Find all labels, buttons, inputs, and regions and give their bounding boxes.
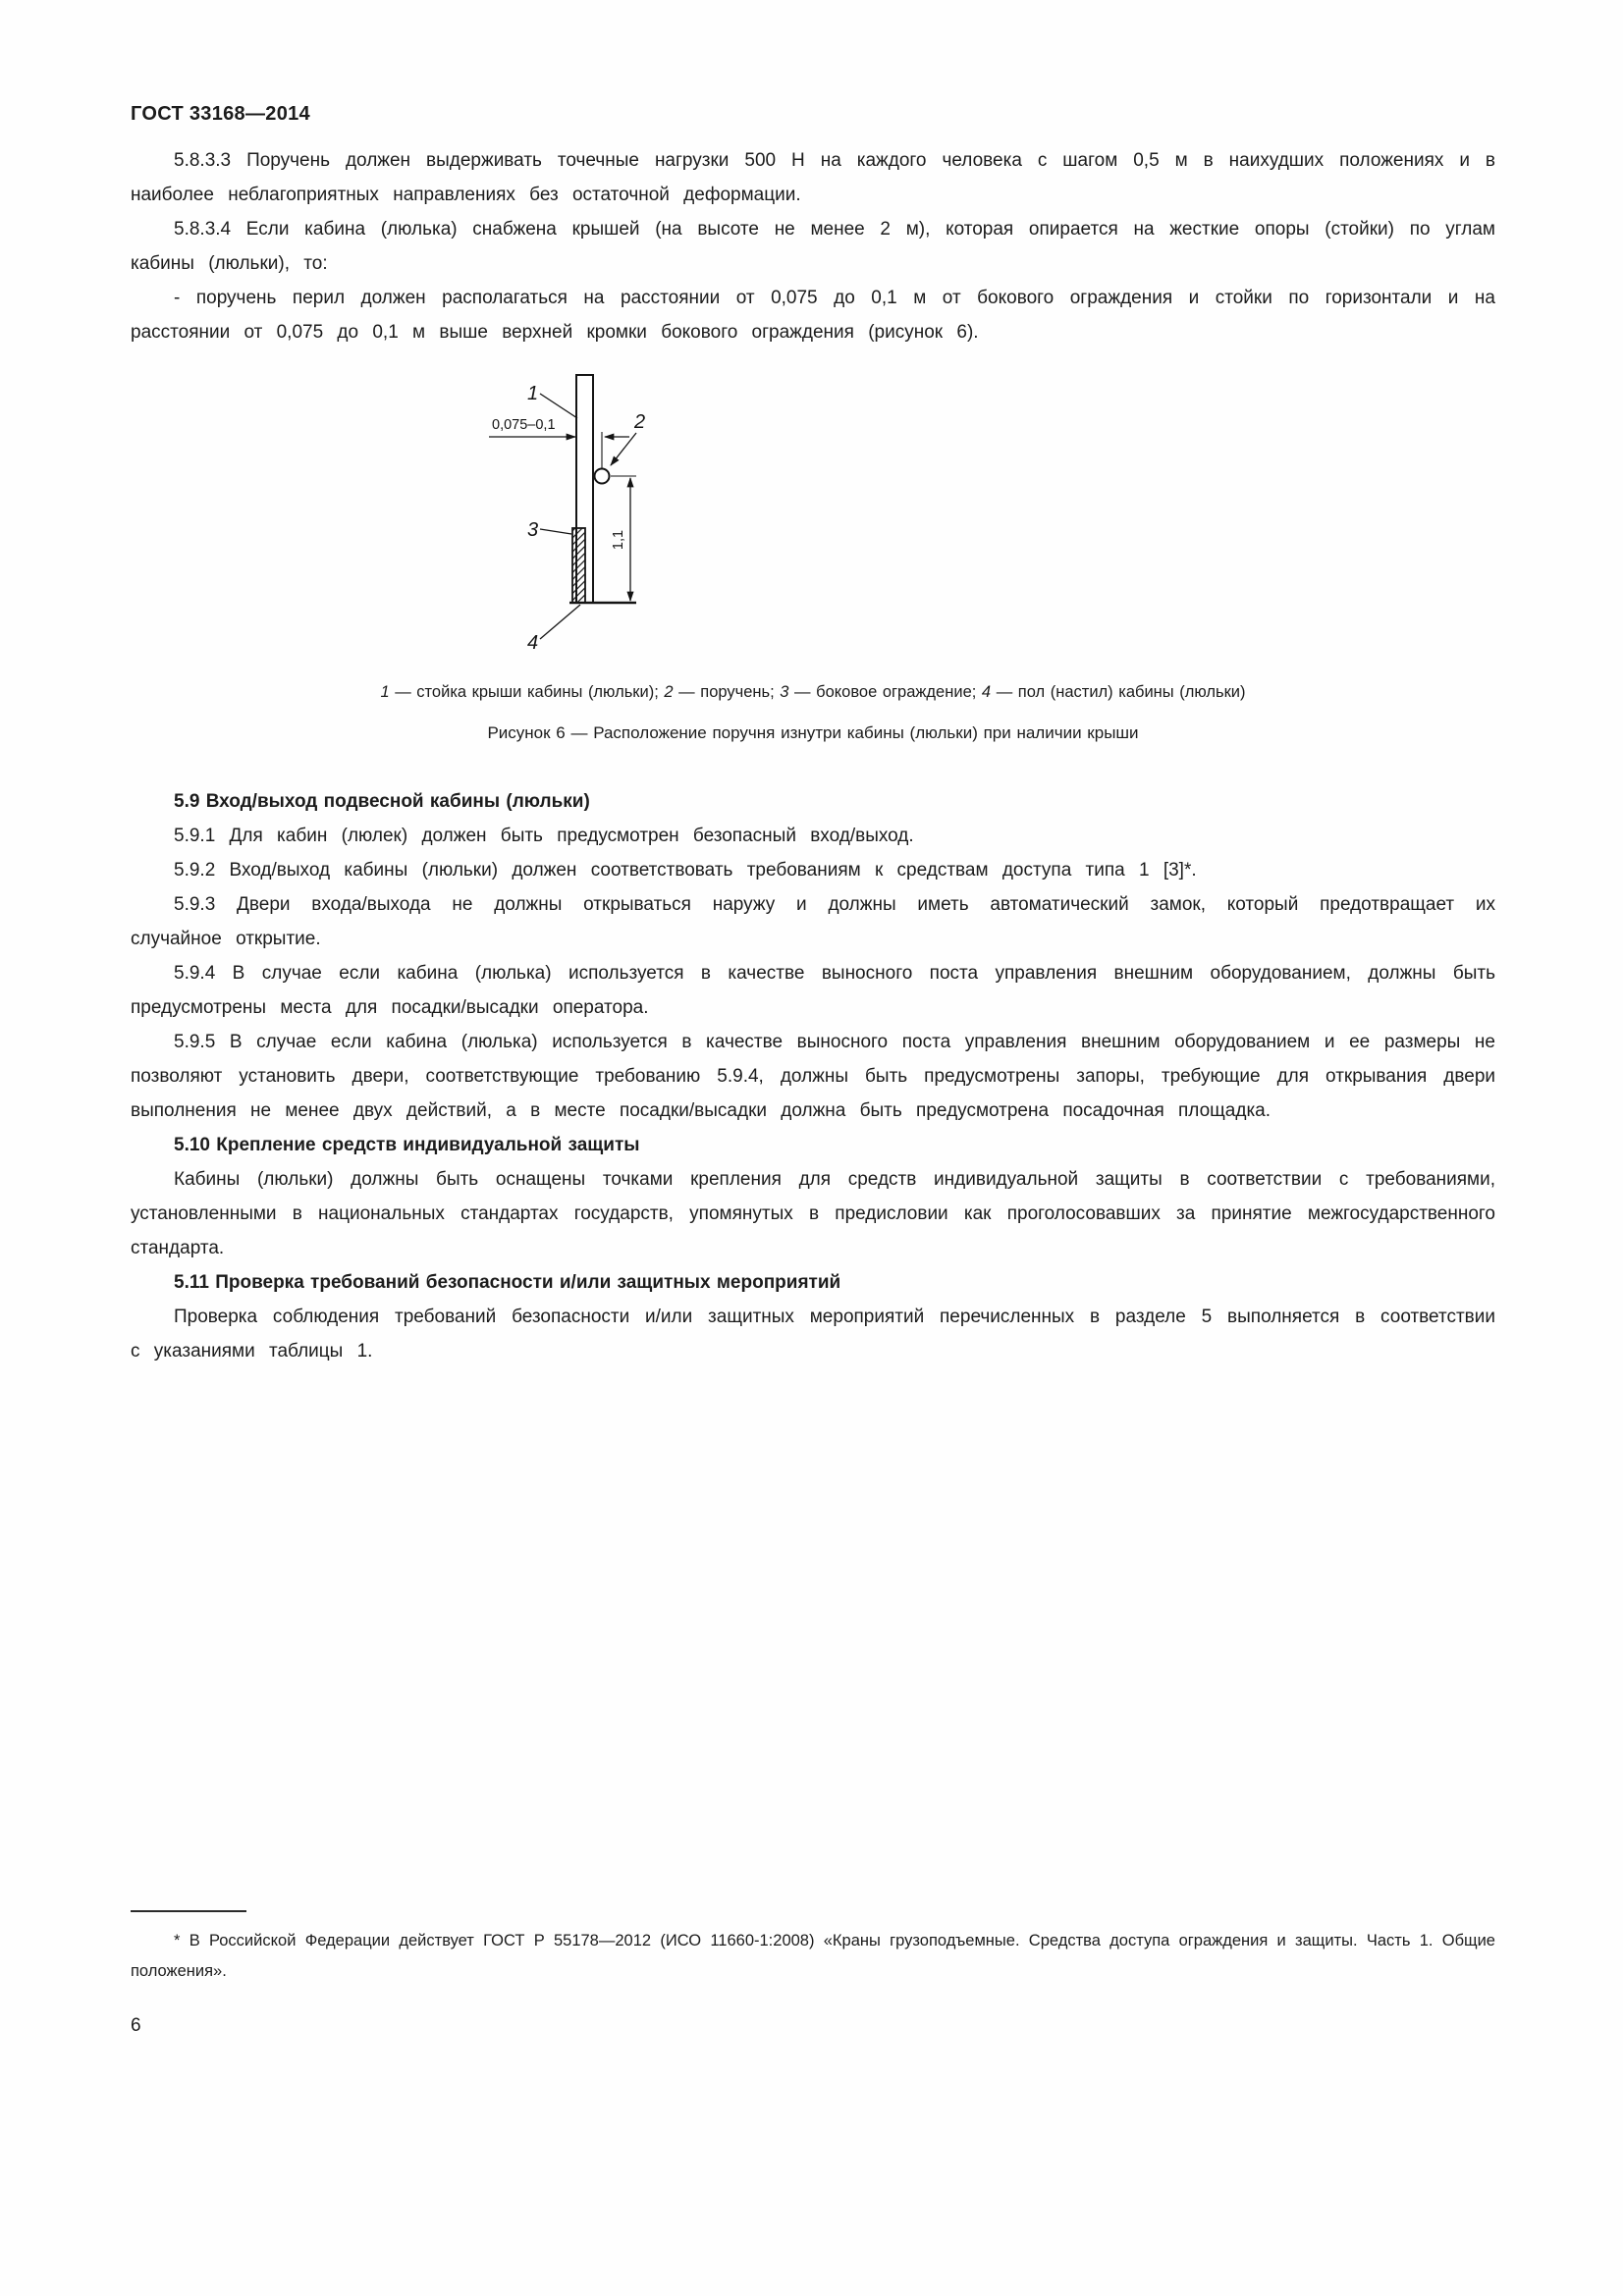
section-heading-5-11: 5.11 Проверка требований безопасности и/или защитных мероприятий — [174, 1272, 841, 1293]
section-heading-5-9: 5.9 Вход/выход подвесной кабины (люльки) — [174, 791, 590, 812]
leader-line-2 — [611, 433, 636, 465]
leader-line-4 — [540, 605, 580, 639]
figure-caption: Рисунок 6 — Расположение поручня изнутри кабины (люльки) при наличии крыши — [487, 723, 1139, 742]
page-number: 6 — [131, 2015, 141, 2036]
legend-text-4: — пол (настил) кабины (люльки) — [991, 683, 1246, 701]
doc-number-header: ГОСТ 33168—2014 — [131, 103, 310, 125]
paragraph-5-8-3-4: 5.8.3.4 Если кабина (люлька) снабжена крышей (на высоте не менее 2 м), которая опирается на жесткие опоры (стойки) по углам кабины (люльки), то: — [131, 219, 1495, 274]
legend-text-1: — стойка крыши кабины (люльки); — [389, 683, 665, 701]
figure-6-drawing — [485, 367, 657, 657]
paragraph-5-8-3-3: 5.8.3.3 Поручень должен выдерживать точечные нагрузки 500 Н на каждого человека с шагом 0,5 м в наихудших положениях и в наиболее неблагоприятных направлениях без остаточной деформации. — [131, 150, 1495, 205]
legend-num-1: 1 — [380, 683, 390, 701]
paragraph-5-9-2: 5.9.2 Вход/выход кабины (люльки) должен соответствовать требованиям к средствам доступа типа 1 [3]*. — [174, 860, 1197, 881]
legend-text-2: — поручень; — [673, 683, 781, 701]
leader-line-3 — [540, 529, 571, 534]
footnote-divider — [131, 1910, 246, 1912]
paragraph-5-9-4: 5.9.4 В случае если кабина (люлька) используется в качестве выносного поста управления внешним оборудованием, должны быть предусмотрены места для посадки/высадки оператора. — [131, 963, 1495, 1018]
figure-label-4: 4 — [527, 632, 539, 654]
figure-legend — [131, 680, 1495, 704]
side-guard-shape — [572, 528, 585, 603]
legend-num-3: 3 — [780, 683, 789, 701]
paragraph-5-10: Кабины (люльки) должны быть оснащены точками крепления для средств индивидуальной защиты в соответствии с требованиями, установленными в национальных стандартах государств, упомянутых в предисловии как проголосовавших за принятие межгосударственного стандарта. — [131, 1169, 1495, 1258]
footnote-text: * В Российской Федерации действует ГОСТ Р 55178—2012 (ИСО 11660-1:2008) «Краны грузоподъемные. Средства доступа ограждения и защиты. Часть 1. Общие положения». — [131, 1932, 1495, 1980]
dim-horizontal-label: 0,075–0,1 — [492, 417, 556, 433]
paragraph-5-9-1: 5.9.1 Для кабин (люлек) должен быть предусмотрен безопасный вход/выход. — [174, 826, 914, 846]
section-heading-5-10: 5.10 Крепление средств индивидуальной защиты — [174, 1135, 640, 1155]
paragraph-dash-handrail: - поручень перил должен располагаться на расстоянии от 0,075 до 0,1 м от бокового ограждения и стойки по горизонтали и на расстоянии от 0,075 до 0,1 м выше верхней кромки бокового ограждения (рисунок 6). — [131, 288, 1495, 343]
legend-text-3: — боковое ограждение; — [788, 683, 982, 701]
legend-num-4: 4 — [981, 683, 992, 701]
paragraph-5-11: Проверка соблюдения требований безопасности и/или защитных мероприятий перечисленных в разделе 5 выполняется в соответствии с указаниями таблицы 1. — [131, 1307, 1495, 1362]
legend-num-2: 2 — [664, 683, 674, 701]
footnote-block — [131, 1910, 1495, 1987]
figure-label-1: 1 — [527, 383, 539, 404]
figure-label-2: 2 — [634, 411, 646, 433]
figure-label-3: 3 — [527, 519, 539, 541]
dim-vertical-label: 1,1 — [611, 529, 626, 551]
handrail-circle — [595, 469, 610, 484]
paragraph-5-9-5: 5.9.5 В случае если кабина (люлька) используется в качестве выносного поста управления внешним оборудованием и ее размеры не позволяют установить двери, соответствующие требованию 5.9.4, должны быть предусмотрены запоры, требующие для открывания двери выполнения не менее двух действий, а в месте посадки/высадки должна быть предусмотрена посадочная площадка. — [131, 1032, 1495, 1121]
paragraph-5-9-3: 5.9.3 Двери входа/выхода не должны открываться наружу и должны иметь автоматический замок, который предотвращает их случайное открытие. — [131, 894, 1495, 949]
figure-6 — [131, 367, 1495, 784]
leader-line-1 — [540, 394, 577, 418]
